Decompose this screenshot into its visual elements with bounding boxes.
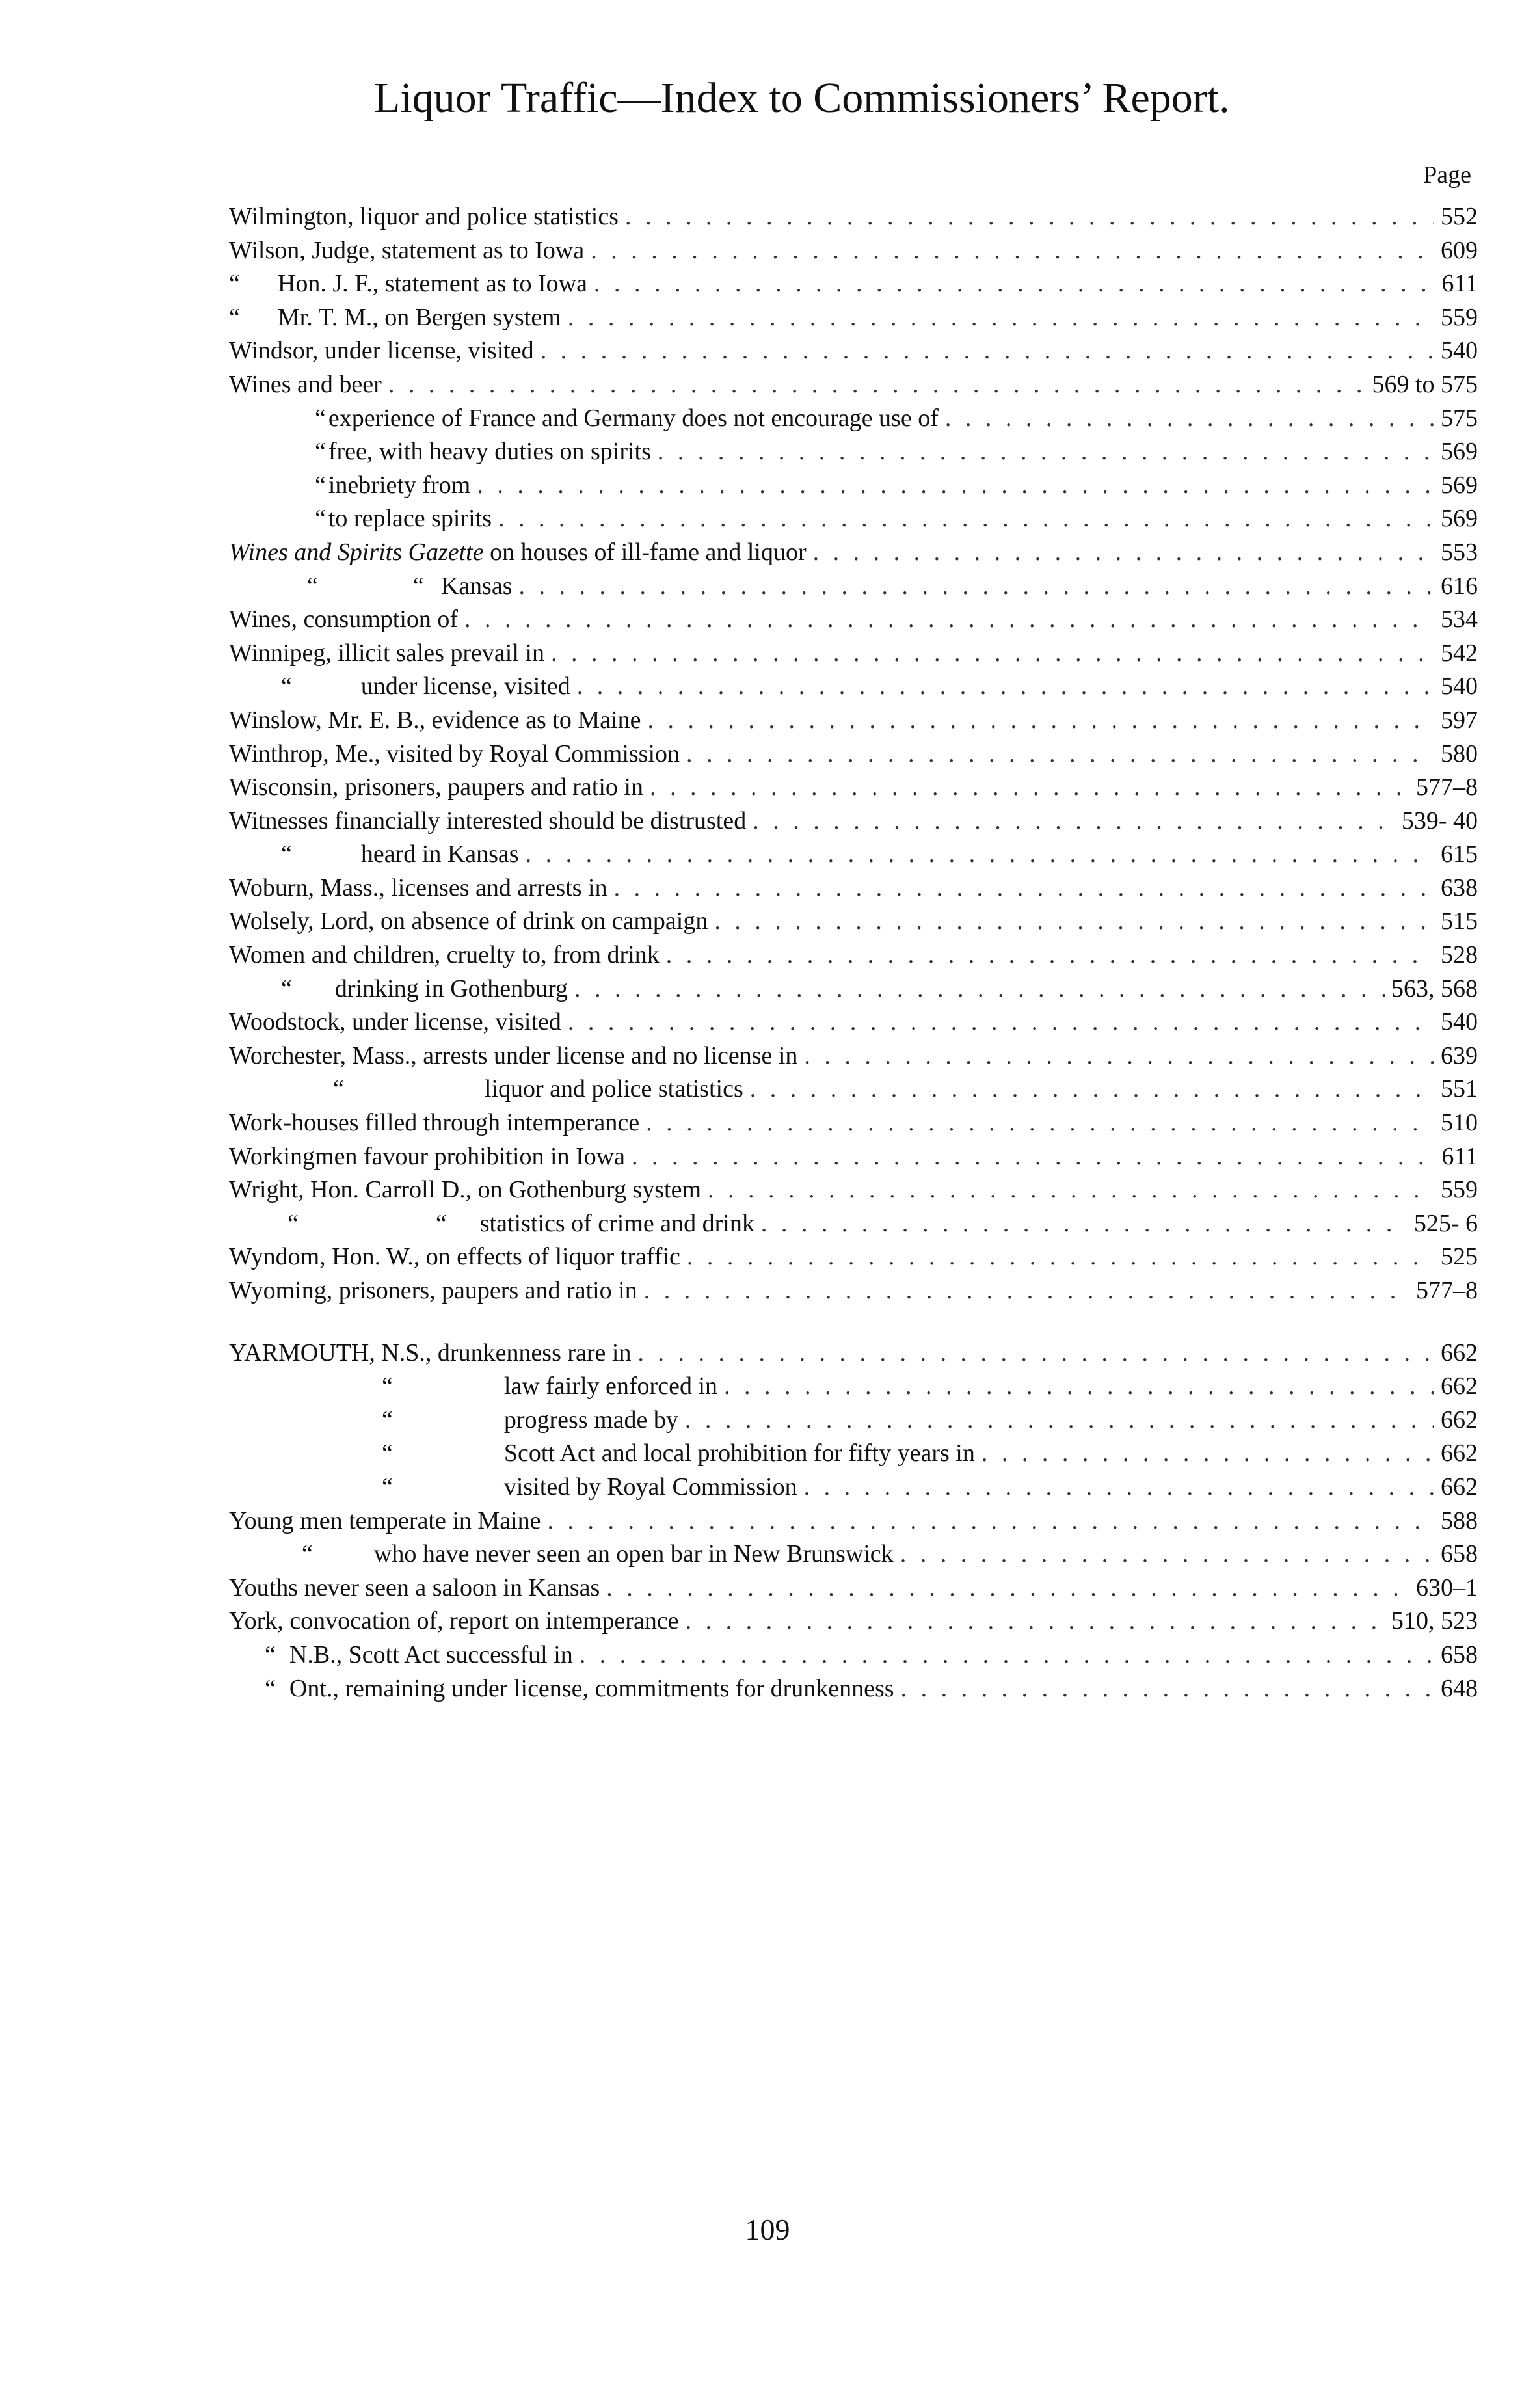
entry-text xyxy=(289,1639,573,1672)
entry-page-reference: 658 xyxy=(1441,1540,1478,1568)
entry-page-reference: 510, 523 xyxy=(1391,1607,1478,1635)
entry-text xyxy=(504,1437,975,1471)
entry-subject: Winslow, Mr. E. B., evidence as to Maine xyxy=(229,706,641,734)
dot-leader xyxy=(714,905,1434,939)
ditto-mark: “ xyxy=(287,1209,299,1237)
page-title: Liquor Traffic—Index to Commissioners’ Report. xyxy=(374,74,1230,122)
dot-leader xyxy=(541,334,1434,368)
entry-subject: Wyoming, prisoners, paupers and ratio in xyxy=(229,1277,637,1304)
entry-page-reference: 658 xyxy=(1441,1640,1478,1668)
entry-page-reference: 662 xyxy=(1441,1406,1478,1434)
entry-subject: Wilson, Judge, statement as to Iowa xyxy=(229,236,585,264)
index-entry xyxy=(229,1207,1478,1241)
entry-subject: YARMOUTH, N.S., drunkenness rare in xyxy=(229,1339,632,1367)
dot-leader xyxy=(498,502,1434,536)
index-entry xyxy=(229,536,1478,570)
index-entry xyxy=(229,1274,1478,1308)
dot-leader xyxy=(637,1337,1434,1371)
entry-text xyxy=(229,334,534,368)
entry-text xyxy=(229,1106,639,1140)
ditto-mark: “ xyxy=(281,974,292,1002)
dot-leader xyxy=(666,939,1434,972)
entry-subject: Workingmen favour prohibition in Iowa xyxy=(229,1142,626,1170)
index-entry xyxy=(229,368,1478,402)
entry-subject: Winnipeg, illicit sales prevail in xyxy=(229,639,544,667)
dot-leader xyxy=(647,704,1434,738)
entry-page-reference: 630–1 xyxy=(1416,1573,1478,1601)
entry-page-reference: 575 xyxy=(1441,404,1478,432)
entry-subject: who have never seen an open bar in New Brunswick xyxy=(373,1540,894,1568)
dot-leader xyxy=(813,536,1434,570)
index-entry xyxy=(229,805,1478,838)
index-entry xyxy=(229,1173,1478,1207)
entry-text xyxy=(229,805,746,838)
entry-subject: Woburn, Mass., licenses and arrests in xyxy=(229,874,607,902)
entry-subject: visited by Royal Commission xyxy=(503,1473,797,1501)
dot-leader xyxy=(901,1672,1434,1706)
index-entry xyxy=(229,1404,1478,1438)
entry-text xyxy=(328,435,651,469)
entry-text xyxy=(229,872,607,905)
index-entry xyxy=(229,1672,1478,1706)
entry-text xyxy=(328,502,492,536)
entry-subject: free, with heavy duties on spirits xyxy=(328,438,651,466)
entry-subject: liquor and police statistics xyxy=(484,1075,743,1103)
entry-text xyxy=(504,1370,717,1404)
ditto-mark: “ xyxy=(265,1674,276,1702)
entry-subject: Wright, Hon. Carroll D., on Gothenburg system xyxy=(229,1176,702,1204)
dot-leader xyxy=(548,1505,1435,1538)
ditto-mark: “ xyxy=(315,505,326,533)
index-entry xyxy=(229,1370,1478,1404)
ditto-mark: “ xyxy=(382,1406,393,1434)
entry-page-reference: 577–8 xyxy=(1416,773,1478,801)
index-entry xyxy=(229,872,1478,905)
entry-page-reference: 597 xyxy=(1441,706,1478,734)
dot-leader xyxy=(686,1605,1385,1639)
index-entry xyxy=(229,939,1478,972)
index-entry xyxy=(229,704,1478,738)
dot-leader xyxy=(577,670,1434,704)
index-entry xyxy=(229,838,1478,872)
entry-text xyxy=(328,469,470,503)
index-entry xyxy=(229,670,1478,704)
index-entry xyxy=(229,1240,1478,1274)
entry-page-reference: 540 xyxy=(1441,673,1478,701)
entry-page-reference: 638 xyxy=(1441,874,1478,902)
entry-subject: under license, visited xyxy=(360,673,570,701)
entry-subject: drinking in Gothenburg xyxy=(334,974,568,1002)
ditto-mark: “ xyxy=(333,1075,344,1103)
index-entry xyxy=(229,334,1478,368)
entry-page-reference: 559 xyxy=(1441,303,1478,331)
index-entry xyxy=(229,1337,1478,1371)
page-column-label: Page xyxy=(1423,161,1471,189)
entry-text xyxy=(374,1538,894,1572)
entry-subject: progress made by xyxy=(503,1406,678,1434)
index-entries xyxy=(229,200,1478,1706)
page-number: 109 xyxy=(745,2213,790,2246)
entry-text xyxy=(229,1274,637,1308)
dot-leader xyxy=(568,301,1434,335)
entry-text xyxy=(504,1471,797,1505)
index-entry xyxy=(229,200,1478,234)
entry-text xyxy=(229,1039,797,1073)
entry-text xyxy=(229,1337,631,1371)
entry-page-reference: 515 xyxy=(1441,907,1478,935)
entry-page-reference: 569 xyxy=(1441,438,1478,466)
entry-text xyxy=(229,771,643,805)
dot-leader xyxy=(761,1207,1408,1241)
index-entry xyxy=(229,1140,1478,1174)
entry-italic-title: Wines and Spirits Gazette xyxy=(229,538,484,566)
entry-subject: Wines and beer xyxy=(229,370,382,398)
index-entry xyxy=(229,1538,1478,1572)
entry-subject: on houses of ill-fame and liquor xyxy=(490,538,807,566)
entry-text xyxy=(480,1207,754,1241)
entry-subject: York, convocation of, report on intemperance xyxy=(229,1607,679,1635)
entry-subject: law fairly enforced in xyxy=(503,1372,717,1400)
entry-subject: Work-houses filled through intemperance xyxy=(229,1109,640,1137)
entry-page-reference: 580 xyxy=(1441,740,1478,768)
entry-page-reference: 540 xyxy=(1441,337,1478,365)
entry-page-reference: 539- 40 xyxy=(1401,807,1478,835)
entry-page-reference: 510 xyxy=(1441,1109,1478,1137)
entry-text xyxy=(229,939,660,972)
entry-text xyxy=(229,368,382,402)
ditto-mark: “ xyxy=(382,1439,393,1467)
index-entry xyxy=(229,1437,1478,1471)
entry-page-reference: 559 xyxy=(1441,1176,1478,1204)
dot-leader xyxy=(625,200,1434,234)
entry-page-reference: 552 xyxy=(1441,203,1478,230)
index-entry xyxy=(229,972,1478,1006)
entry-text xyxy=(441,570,513,604)
index-entry xyxy=(229,234,1478,268)
entry-subject: Wines, consumption of xyxy=(229,606,459,634)
dot-leader xyxy=(658,435,1434,469)
entry-subject: Kansas xyxy=(440,572,513,600)
entry-page-reference: 534 xyxy=(1441,606,1478,634)
entry-text xyxy=(229,1505,541,1538)
ditto-mark: “ xyxy=(281,673,292,701)
index-entry xyxy=(229,570,1478,604)
entry-text xyxy=(229,536,807,570)
entry-text xyxy=(229,200,619,234)
entry-page-reference: 551 xyxy=(1441,1075,1478,1103)
entry-page-reference: 542 xyxy=(1441,639,1478,667)
entry-text xyxy=(229,738,680,771)
entry-subject: N.B., Scott Act successful in xyxy=(289,1640,573,1668)
entry-page-reference: 616 xyxy=(1441,572,1478,600)
entry-subject: Youths never seen a saloon in Kansas xyxy=(229,1573,600,1601)
index-entry xyxy=(229,1572,1478,1605)
entry-subject: Women and children, cruelty to, from drink xyxy=(229,941,660,969)
index-entry xyxy=(229,905,1478,939)
dot-leader xyxy=(687,1240,1434,1274)
index-entry xyxy=(229,267,1478,301)
dot-leader xyxy=(686,738,1434,771)
entry-subject: Winthrop, Me., visited by Royal Commission xyxy=(229,740,680,768)
entry-page-reference: 569 to 575 xyxy=(1372,370,1478,398)
index-entry xyxy=(229,1471,1478,1505)
entry-page-reference: 662 xyxy=(1441,1439,1478,1467)
entry-subject: Wilmington, liquor and police statistics xyxy=(229,203,619,230)
entry-subject: to replace spirits xyxy=(328,505,492,533)
ditto-mark: “ xyxy=(435,1209,447,1237)
entry-text xyxy=(328,402,939,436)
entry-subject: experience of France and Germany does not encourage use of xyxy=(328,404,939,432)
entry-page-reference: 609 xyxy=(1441,236,1478,264)
entry-page-reference: 577–8 xyxy=(1416,1277,1478,1304)
entry-page-reference: 588 xyxy=(1441,1506,1478,1534)
entry-subject: heard in Kansas xyxy=(360,840,519,868)
index-entry xyxy=(229,1039,1478,1073)
index-entry xyxy=(229,469,1478,503)
dot-leader xyxy=(650,771,1409,805)
dot-leader xyxy=(753,805,1395,838)
entry-text xyxy=(504,1404,678,1438)
index-entry xyxy=(229,1006,1478,1039)
entry-text xyxy=(229,1140,625,1174)
dot-leader xyxy=(519,570,1434,604)
dot-leader xyxy=(580,1639,1434,1672)
dot-leader xyxy=(477,469,1434,503)
entry-page-reference: 525- 6 xyxy=(1413,1209,1478,1237)
entry-page-reference: 662 xyxy=(1441,1339,1478,1367)
ditto-mark: “ xyxy=(302,1540,313,1568)
index-entry xyxy=(229,603,1478,637)
entry-text xyxy=(278,267,587,301)
entry-text xyxy=(229,234,584,268)
entry-text xyxy=(289,1672,894,1706)
entry-page-reference: 639 xyxy=(1441,1041,1478,1069)
entry-text xyxy=(485,1073,743,1106)
index-entry xyxy=(229,1605,1478,1639)
dot-leader xyxy=(804,1039,1434,1073)
entry-subject: Witnesses financially interested should be distrusted xyxy=(229,807,747,835)
entry-subject: Worchester, Mass., arrests under license and no license in xyxy=(229,1041,798,1069)
entry-text xyxy=(229,1006,561,1039)
entry-subject: Young men temperate in Maine xyxy=(229,1506,541,1534)
entry-text xyxy=(229,1173,701,1207)
dot-leader xyxy=(981,1437,1434,1471)
ditto-mark: “ xyxy=(412,572,424,600)
entry-page-reference: 540 xyxy=(1441,1008,1478,1036)
ditto-mark: “ xyxy=(281,840,292,868)
entry-text xyxy=(229,637,544,671)
entry-subject: Mr. T. M., on Bergen system xyxy=(277,303,561,331)
index-entry xyxy=(229,1639,1478,1672)
ditto-mark: “ xyxy=(265,1640,276,1668)
entry-subject: Wyndom, Hon. W., on effects of liquor traffic xyxy=(229,1243,680,1271)
dot-leader xyxy=(685,1404,1434,1438)
dot-leader xyxy=(574,972,1385,1006)
dot-leader xyxy=(594,267,1435,301)
entry-text xyxy=(229,603,458,637)
entry-page-reference: 615 xyxy=(1441,840,1478,868)
index-entry xyxy=(229,502,1478,536)
entry-subject: Scott Act and local prohibition for fifty years in xyxy=(503,1439,975,1467)
entry-subject: Wolsely, Lord, on absence of drink on campaign xyxy=(229,907,708,935)
index-entry xyxy=(229,637,1478,671)
index-entry xyxy=(229,435,1478,469)
dot-leader xyxy=(804,1471,1434,1505)
entry-subject: Woodstock, under license, visited xyxy=(229,1008,561,1036)
entry-subject: Ont., remaining under license, commitments for drunkenness xyxy=(289,1674,894,1702)
entry-subject: inebriety from xyxy=(328,471,471,499)
dot-leader xyxy=(464,603,1434,637)
dot-leader xyxy=(526,838,1434,872)
index-entry xyxy=(229,402,1478,436)
entry-page-reference: 528 xyxy=(1441,941,1478,969)
ditto-mark: “ xyxy=(382,1372,393,1400)
entry-text xyxy=(229,1240,680,1274)
dot-leader xyxy=(644,1274,1409,1308)
dot-leader xyxy=(551,637,1434,671)
entry-subject: Wisconsin, prisoners, paupers and ratio in xyxy=(229,773,643,801)
ditto-mark: “ xyxy=(315,404,326,432)
entry-page-reference: 662 xyxy=(1441,1473,1478,1501)
dot-leader xyxy=(945,402,1434,436)
entry-page-reference: 648 xyxy=(1441,1674,1478,1702)
ditto-mark: “ xyxy=(307,572,318,600)
dot-leader xyxy=(606,1572,1409,1605)
entry-page-reference: 662 xyxy=(1441,1372,1478,1400)
entry-text xyxy=(229,905,708,939)
entry-text xyxy=(229,704,641,738)
entry-page-reference: 569 xyxy=(1441,471,1478,499)
ditto-mark: “ xyxy=(382,1473,393,1501)
entry-page-reference: 611 xyxy=(1441,1142,1478,1170)
dot-leader xyxy=(388,368,1366,402)
entry-text xyxy=(335,972,568,1006)
index-entry xyxy=(229,1505,1478,1538)
dot-leader xyxy=(646,1106,1434,1140)
entry-page-reference: 553 xyxy=(1441,538,1478,566)
entry-subject: Hon. J. F., statement as to Iowa xyxy=(277,270,587,298)
dot-leader xyxy=(724,1370,1434,1404)
dot-leader xyxy=(614,872,1434,905)
entry-text xyxy=(361,838,519,872)
entry-text xyxy=(229,1605,679,1639)
entry-subject: Windsor, under license, visited xyxy=(229,337,534,365)
entry-text xyxy=(278,301,561,335)
dot-leader xyxy=(632,1140,1435,1174)
ditto-mark: “ xyxy=(315,438,326,466)
index-entry xyxy=(229,771,1478,805)
entry-text xyxy=(229,1572,600,1605)
index-entry xyxy=(229,1073,1478,1106)
index-entry xyxy=(229,301,1478,335)
entry-page-reference: 611 xyxy=(1441,270,1478,298)
entry-text xyxy=(361,670,570,704)
dot-leader xyxy=(591,234,1434,268)
ditto-mark: “ xyxy=(229,303,240,331)
entry-page-reference: 525 xyxy=(1441,1243,1478,1271)
dot-leader xyxy=(750,1073,1434,1106)
dot-leader xyxy=(708,1173,1434,1207)
dot-leader xyxy=(900,1538,1434,1572)
index-entry xyxy=(229,738,1478,771)
dot-leader xyxy=(568,1006,1434,1039)
index-entry xyxy=(229,1106,1478,1140)
entry-page-reference: 563, 568 xyxy=(1391,974,1478,1002)
ditto-mark: “ xyxy=(229,270,240,298)
entry-subject: statistics of crime and drink xyxy=(479,1209,754,1237)
ditto-mark: “ xyxy=(315,471,326,499)
entry-page-reference: 569 xyxy=(1441,505,1478,533)
